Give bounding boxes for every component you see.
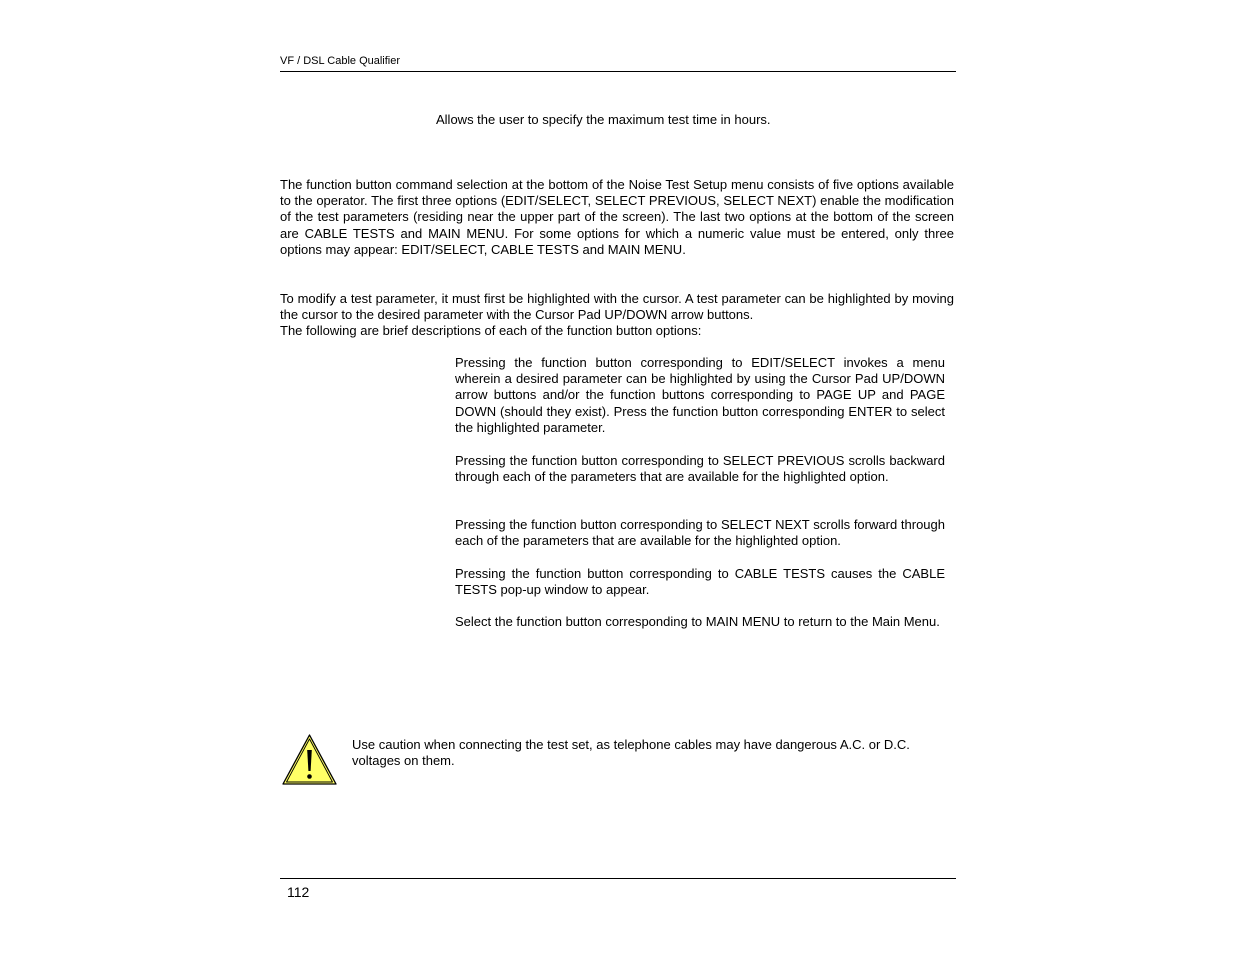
footer-rule xyxy=(280,878,956,879)
select-next-description: Pressing the function button corresponding to SELECT NEXT scrolls forward through each of the parameters that are available for the highlighted option. xyxy=(455,517,945,549)
modify-parameter-text: To modify a test parameter, it must first be highlighted with the cursor. A test parameter can be highlighted by moving the cursor to the desired parameter with the Cursor Pad UP/DOWN arrow buttons. xyxy=(280,291,954,323)
descriptions-intro-text: The following are brief descriptions of each of the function button options: xyxy=(280,323,702,339)
max-test-time-description: Allows the user to specify the maximum test time in hours. xyxy=(436,112,771,127)
running-header: VF / DSL Cable Qualifier xyxy=(280,55,401,67)
caution-triangle-icon xyxy=(281,733,338,786)
select-previous-description: Pressing the function button corresponding to SELECT PREVIOUS scrolls backward through each of the parameters that are available for the highlighted option. xyxy=(455,453,945,485)
header-rule xyxy=(280,71,956,72)
caution-text: Use caution when connecting the test set, as telephone cables may have dangerous A.C. or D.C. voltages on them. xyxy=(352,737,910,769)
page-number: 112 xyxy=(287,884,310,900)
cable-tests-description: Pressing the function button corresponding to CABLE TESTS causes the CABLE TESTS pop-up window to appear. xyxy=(455,566,945,598)
function-button-overview-paragraph: The function button command selection at the bottom of the Noise Test Setup menu consists of five options available to the operator. The first three options (EDIT/SELECT, SELECT PREVIOUS, SELECT NEXT) enable the modification of the test parameters (residing near the upper part of the screen). The last two options at the bottom of the screen are CABLE TESTS and MAIN MENU. For some options for which a numeric value must be entered, only three options may appear: EDIT/SELECT, CABLE TESTS and MAIN MENU. xyxy=(280,177,954,257)
main-menu-description: Select the function button corresponding to MAIN MENU to return to the Main Menu. xyxy=(455,614,940,629)
edit-select-description: Pressing the function button corresponding to EDIT/SELECT invokes a menu wherein a desired parameter can be highlighted by using the Cursor Pad UP/DOWN arrow buttons and/or the function buttons corresponding to PAGE UP and PAGE DOWN (should they exist). Press the function button corresponding ENTER to select the highlighted parameter. xyxy=(455,355,945,435)
modify-parameter-paragraph xyxy=(280,291,954,340)
